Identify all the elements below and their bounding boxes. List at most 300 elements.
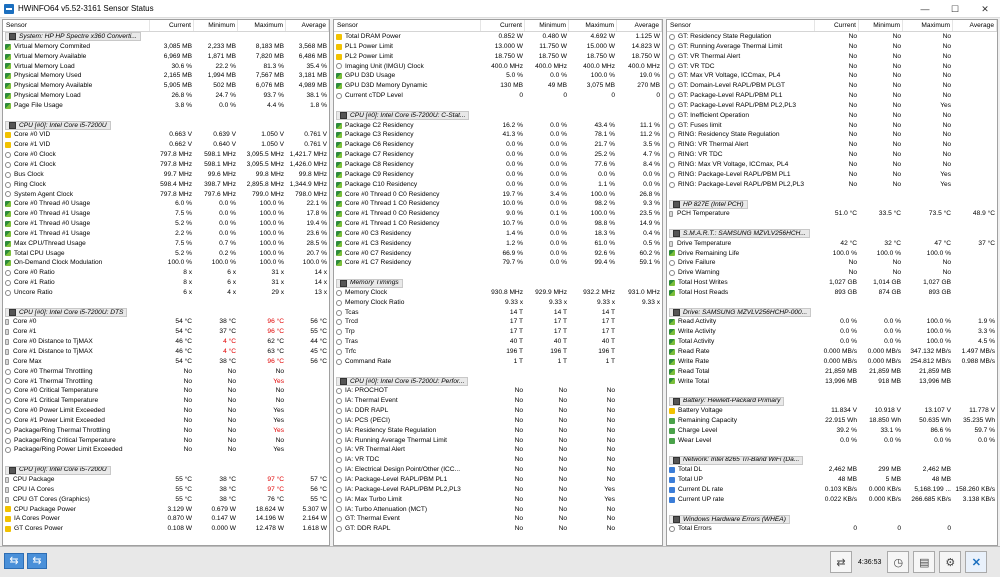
sensor-row[interactable] [334, 406, 662, 416]
header-minimum[interactable]: Minimum [194, 20, 238, 31]
column-header[interactable] [334, 20, 662, 32]
sensor-row[interactable] [667, 317, 997, 327]
value-minimum: 0 [897, 525, 901, 533]
value-minimum: 0.0 % [219, 220, 236, 228]
navigate-left-button[interactable]: ⇆ [4, 553, 24, 569]
minimize-button[interactable]: — [920, 4, 930, 14]
sensor-name: GT: Thermal Event [345, 515, 400, 523]
sensor-row[interactable] [667, 436, 997, 446]
value-maximum: No [942, 33, 951, 40]
sensor-row[interactable] [3, 199, 329, 209]
sensor-name-cell [334, 505, 481, 515]
sensor-row[interactable] [334, 288, 662, 298]
group-title: CPU [#0]: Intel Core i5-7200U: C-Stat... [350, 111, 466, 119]
value-current: 7.5 % [175, 210, 192, 218]
value-maximum: No [942, 111, 951, 119]
group-title: Drive: SAMSUNG MZVLV256HCHP-000... [683, 308, 808, 316]
value-current: No [183, 436, 192, 444]
sensor-name-cell [3, 180, 150, 190]
value-current: 8 x [183, 269, 192, 277]
clock-circle-icon [5, 378, 11, 384]
sensor-row[interactable] [667, 495, 997, 505]
header-maximum[interactable]: Maximum [238, 20, 286, 31]
value-average: 1,426.0 MHz [289, 160, 327, 168]
sensor-row[interactable] [334, 524, 662, 534]
header-current[interactable]: Current [150, 20, 194, 31]
sensor-row[interactable] [667, 71, 997, 81]
sensor-name: CPU Package [13, 475, 55, 483]
value-minimum: 1,014 GB [873, 279, 901, 287]
sensor-group[interactable] [334, 111, 662, 121]
group-label [336, 279, 403, 288]
sensor-row[interactable] [667, 170, 997, 180]
value-minimum: 0.0 % [550, 180, 567, 188]
thermometer-icon [5, 349, 9, 355]
sensor-name: IA: Turbo Attenuation (MCT) [345, 505, 428, 513]
sensor-row[interactable] [334, 396, 662, 406]
sensor-row[interactable] [334, 308, 662, 318]
sensor-row[interactable] [3, 327, 329, 337]
value-average [286, 386, 329, 396]
sensor-row[interactable] [667, 160, 997, 170]
sensor-name: Total Errors [678, 525, 712, 533]
sensor-row[interactable] [667, 406, 997, 416]
sensor-name: Package C10 Residency [345, 180, 418, 188]
sensor-row[interactable] [3, 219, 329, 229]
sensor-row[interactable] [667, 278, 997, 288]
sensor-row[interactable] [334, 455, 662, 465]
sensor-row[interactable] [334, 140, 662, 150]
sensor-row[interactable] [334, 327, 662, 337]
value-current: 9.33 x [505, 298, 523, 306]
sensor-row[interactable] [334, 180, 662, 190]
value-current: No [848, 141, 857, 149]
sensor-name: CPU GT Cores (Graphics) [13, 495, 90, 503]
value-average [617, 475, 662, 485]
value-maximum: 81.3 % [263, 62, 284, 70]
sensor-row[interactable] [334, 170, 662, 180]
sensor-row[interactable] [3, 160, 329, 170]
sensor-row[interactable] [3, 317, 329, 327]
value-maximum: 5,168.199 ... [914, 485, 951, 493]
header-minimum[interactable]: Minimum [525, 20, 569, 31]
sensor-row[interactable] [3, 337, 329, 347]
sensor-row[interactable] [667, 130, 997, 140]
usage-arrow-icon [336, 221, 342, 227]
sensor-group[interactable] [334, 278, 662, 288]
sensor-name: IA: Max Turbo Limit [345, 495, 402, 503]
value-current: 0.662 V [169, 141, 192, 149]
value-maximum: Yes [273, 377, 284, 385]
value-average: 59.1 % [639, 259, 660, 267]
header-minimum[interactable]: Minimum [859, 20, 903, 31]
value-average [953, 130, 997, 140]
settings-icon[interactable]: ⚙ [939, 551, 961, 573]
sensor-row[interactable] [3, 288, 329, 298]
clock-circle-icon [5, 172, 11, 178]
sensor-name-cell [334, 495, 481, 505]
sensor-row[interactable] [667, 121, 997, 131]
sensor-row[interactable] [334, 485, 662, 495]
sensor-row[interactable] [3, 190, 329, 200]
value-minimum: 6 x [227, 269, 236, 277]
close-button[interactable]: ✕ [981, 3, 989, 14]
sensor-row[interactable] [667, 377, 997, 387]
value-minimum: 0.0 % [884, 338, 901, 346]
sensor-row[interactable] [3, 81, 329, 91]
sensor-name-cell [334, 514, 481, 524]
sensor-row[interactable] [334, 445, 662, 455]
chip-icon [673, 201, 680, 208]
sensor-row[interactable] [667, 81, 997, 91]
sensor-group[interactable] [3, 465, 329, 475]
sensor-row[interactable] [667, 485, 997, 495]
sensor-row[interactable] [334, 337, 662, 347]
header-maximum[interactable]: Maximum [569, 20, 617, 31]
sensor-name: Core #1 Thread 1 C0 Residency [345, 220, 440, 228]
sensor-row[interactable] [334, 209, 662, 219]
sensor-row[interactable] [334, 42, 662, 52]
sensor-row[interactable] [667, 150, 997, 160]
sensor-group[interactable] [667, 514, 997, 524]
sensor-row[interactable] [3, 268, 329, 278]
sensor-row[interactable] [334, 347, 662, 357]
sensor-row[interactable] [334, 190, 662, 200]
sensor-row[interactable] [667, 337, 997, 347]
sensor-row[interactable] [667, 327, 997, 337]
sensor-name-cell [667, 239, 815, 249]
value-average: 56 °C [310, 485, 327, 493]
sensor-row[interactable] [334, 91, 662, 101]
sensor-row[interactable] [3, 386, 329, 396]
sensor-name-cell [3, 199, 150, 209]
sensor-pane-2[interactable] [333, 19, 663, 546]
value-maximum: 18.624 W [255, 505, 284, 513]
sensor-row[interactable] [3, 229, 329, 239]
sensor-row[interactable] [667, 52, 997, 62]
sensor-row[interactable] [3, 475, 329, 485]
sensor-name: Trcd [345, 318, 358, 326]
sensor-name-cell [3, 495, 150, 505]
sensor-name-cell [667, 170, 815, 180]
sensor-row[interactable] [3, 505, 329, 515]
sensor-row[interactable] [334, 495, 662, 505]
sensor-name: Virtual Memory Available [14, 52, 87, 60]
sensor-group[interactable] [3, 32, 329, 42]
column-header[interactable] [3, 20, 329, 32]
usage-arrow-icon [669, 280, 675, 286]
sensor-row[interactable] [334, 219, 662, 229]
sensor-name: Trfc [345, 348, 357, 355]
value-minimum: 0.0 % [550, 249, 567, 257]
value-current: No [848, 52, 857, 60]
sensor-row[interactable] [334, 52, 662, 62]
sensor-row[interactable] [3, 209, 329, 219]
sensor-row[interactable] [667, 101, 997, 111]
value-average [286, 426, 329, 436]
sensor-row[interactable] [667, 288, 997, 298]
sensor-row[interactable] [334, 258, 662, 268]
sensor-row[interactable] [3, 357, 329, 367]
sensor-name-cell [334, 52, 481, 62]
value-maximum: 0.0 % [598, 170, 615, 178]
usage-arrow-icon [669, 359, 675, 365]
value-maximum: 73.5 °C [928, 210, 951, 218]
sensor-row[interactable] [667, 62, 997, 72]
sensor-row[interactable] [334, 249, 662, 259]
header-sensor[interactable]: Sensor [334, 20, 481, 31]
sensor-row[interactable] [334, 514, 662, 524]
sensor-row[interactable] [334, 436, 662, 446]
sensor-row[interactable] [3, 426, 329, 436]
elapsed-timer: 4:36:53 [858, 558, 882, 566]
value-average: 0.0 % [643, 180, 660, 188]
sensor-row[interactable] [3, 485, 329, 495]
sensor-name: Max CPU/Thread Usage [14, 239, 86, 247]
value-current: 17 T [509, 318, 523, 326]
sensor-name: IA: Thermal Event [345, 397, 398, 405]
value-average [953, 71, 997, 81]
value-minimum: No [892, 121, 901, 129]
sensor-row[interactable] [334, 150, 662, 160]
header-average[interactable]: Average [617, 20, 662, 31]
sensor-group[interactable] [3, 121, 329, 131]
spacer [3, 455, 329, 465]
sensor-group[interactable] [667, 455, 997, 465]
sensor-row[interactable] [667, 426, 997, 436]
value-average [953, 288, 997, 298]
sensor-row[interactable] [334, 199, 662, 209]
sensor-row[interactable] [3, 130, 329, 140]
sensor-row[interactable] [3, 42, 329, 52]
sensor-group[interactable] [667, 229, 997, 239]
sensor-row[interactable] [3, 150, 329, 160]
sensor-row[interactable] [3, 249, 329, 259]
sensor-row[interactable] [667, 465, 997, 475]
value-minimum: No [558, 495, 567, 503]
sensor-row[interactable] [3, 495, 329, 505]
sensor-row[interactable] [334, 160, 662, 170]
sensor-pane-3[interactable] [666, 19, 998, 546]
sensor-row[interactable] [334, 475, 662, 485]
sensor-name-cell [3, 62, 150, 72]
sensor-row[interactable] [3, 436, 329, 446]
sensor-row[interactable] [334, 357, 662, 367]
sensor-row[interactable] [334, 130, 662, 140]
value-minimum: 0.0 % [550, 151, 567, 159]
value-average: 0.988 MB/s [961, 357, 995, 365]
sensor-row[interactable] [3, 140, 329, 150]
sensor-row[interactable] [334, 298, 662, 308]
header-average[interactable]: Average [286, 20, 329, 31]
sensor-group[interactable] [667, 199, 997, 209]
sensor-name: Virtual Memory Commited [14, 42, 91, 50]
sensor-row[interactable] [334, 317, 662, 327]
clock-circle-icon [5, 182, 11, 188]
value-average: 158.260 KB/s [955, 485, 995, 493]
value-maximum: 77.6 % [594, 160, 615, 168]
sensor-name-cell [334, 71, 481, 81]
value-current: No [183, 426, 192, 434]
sensor-row[interactable] [667, 416, 997, 426]
header-maximum[interactable]: Maximum [903, 20, 953, 31]
sensor-row[interactable] [3, 258, 329, 268]
sensor-row[interactable] [667, 91, 997, 101]
sensor-name: Package C3 Residency [345, 131, 414, 139]
sensor-row[interactable] [3, 514, 329, 524]
value-minimum: No [892, 52, 901, 60]
sensor-row[interactable] [3, 62, 329, 72]
sensor-name-cell [3, 258, 150, 268]
sensor-row[interactable] [334, 416, 662, 426]
sensor-row[interactable] [3, 239, 329, 249]
sensor-row[interactable] [334, 505, 662, 515]
sensor-row[interactable] [667, 111, 997, 121]
sensor-row[interactable] [334, 71, 662, 81]
clock-circle-icon [5, 388, 11, 394]
value-current: No [514, 485, 523, 493]
value-minimum: 100.0 % [876, 249, 901, 257]
value-average [617, 514, 662, 524]
sensor-row[interactable] [3, 416, 329, 426]
sensor-name: Core #1 Distance to TjMAX [13, 348, 93, 355]
sensor-name-cell [334, 465, 481, 475]
sensor-name-cell [3, 514, 150, 524]
value-average [286, 445, 329, 455]
value-current: 0.852 W [498, 33, 523, 40]
value-maximum: 100.0 % [590, 210, 615, 218]
sensor-row[interactable] [667, 32, 997, 42]
sensor-row[interactable] [334, 426, 662, 436]
sensor-name-cell [334, 436, 481, 446]
sensor-group[interactable] [3, 308, 329, 318]
sensor-row[interactable] [334, 81, 662, 91]
sensor-row[interactable] [667, 475, 997, 485]
sensor-name: IA: Package-Level RAPL/PBM PL2,PL3 [345, 485, 461, 493]
value-minimum: 0.639 V [213, 131, 236, 139]
clock-circle-icon [5, 398, 11, 404]
sensor-row[interactable] [667, 258, 997, 268]
voltage-bolt-icon [336, 44, 342, 50]
sensor-row[interactable] [667, 524, 997, 534]
sensor-row[interactable] [334, 62, 662, 72]
value-minimum: No [558, 475, 567, 483]
sensor-row[interactable] [334, 465, 662, 475]
sensor-row[interactable] [3, 101, 329, 111]
report-icon[interactable]: ▤ [913, 551, 935, 573]
sensor-row[interactable] [667, 239, 997, 249]
sensor-name-cell [334, 219, 481, 229]
sensor-row[interactable] [667, 268, 997, 278]
sensor-row[interactable] [667, 357, 997, 367]
sensor-row[interactable] [667, 209, 997, 219]
clock-icon[interactable]: ◷ [887, 551, 909, 573]
clock-circle-icon [336, 487, 342, 493]
sensor-row[interactable] [3, 278, 329, 288]
value-minimum: 5 MB [885, 475, 901, 483]
sensor-row[interactable] [3, 367, 329, 377]
sensor-row[interactable] [3, 347, 329, 357]
sensor-row[interactable] [667, 249, 997, 259]
sensor-group[interactable] [667, 308, 997, 318]
value-current: 0.022 KB/s [824, 495, 857, 503]
clock-circle-icon [5, 369, 11, 375]
spacer [667, 190, 997, 200]
sensor-row[interactable] [3, 170, 329, 180]
sensor-row[interactable] [3, 445, 329, 455]
sensor-name: Core #1 Ratio [14, 279, 55, 287]
header-current[interactable]: Current [815, 20, 859, 31]
sensor-row[interactable] [667, 347, 997, 357]
sensor-row[interactable] [3, 524, 329, 534]
sensor-row[interactable] [3, 406, 329, 416]
clock-circle-icon [669, 162, 675, 168]
sensor-row[interactable] [3, 52, 329, 62]
sensor-row[interactable] [667, 42, 997, 52]
navigate-right-button[interactable]: ⇆ [27, 553, 47, 569]
sensor-name: Package/Ring Thermal Throttling [14, 426, 111, 434]
sensor-row[interactable] [3, 180, 329, 190]
sensor-row[interactable] [334, 32, 662, 42]
value-maximum: 31 x [271, 279, 284, 287]
value-average: 0.0 % [978, 436, 995, 444]
sensor-row[interactable] [667, 140, 997, 150]
value-current: 41.3 % [502, 131, 523, 139]
header-average[interactable]: Average [953, 20, 997, 31]
sensor-row[interactable] [3, 71, 329, 81]
sensor-name-cell [667, 465, 815, 475]
sensor-pane-1[interactable] [2, 19, 330, 546]
maximize-button[interactable]: ☐ [950, 3, 960, 14]
sensor-row[interactable] [3, 396, 329, 406]
sensor-group[interactable] [334, 377, 662, 387]
column-header[interactable] [667, 20, 997, 32]
clock-circle-icon [336, 319, 342, 325]
usage-arrow-icon [5, 211, 11, 217]
sensor-row[interactable] [334, 386, 662, 396]
value-average [286, 377, 329, 387]
chip-icon [9, 467, 16, 474]
usage-arrow-icon [5, 250, 11, 256]
header-sensor[interactable]: Sensor [667, 20, 815, 31]
usage-arrow-icon [5, 260, 11, 266]
value-average [953, 367, 997, 377]
value-maximum: Yes [940, 101, 951, 109]
sensor-row[interactable] [3, 91, 329, 101]
value-maximum: 254.812 MB/s [910, 357, 951, 365]
sensor-row[interactable] [3, 377, 329, 387]
value-average: 18.750 W [631, 52, 660, 60]
sensor-row[interactable] [334, 121, 662, 131]
header-sensor[interactable]: Sensor [3, 20, 150, 31]
value-current: No [183, 416, 192, 424]
header-current[interactable]: Current [481, 20, 525, 31]
sensor-group[interactable] [667, 396, 997, 406]
value-current: 5,905 MB [163, 82, 192, 90]
sensor-row[interactable] [334, 239, 662, 249]
value-average: 99.8 MHz [298, 170, 327, 178]
network-icon[interactable]: ⇄ [830, 551, 852, 573]
sensor-name-cell [667, 377, 815, 387]
sensor-row[interactable] [334, 229, 662, 239]
group-title: HP 827E (Intel PCH) [683, 200, 744, 208]
sensor-row[interactable] [667, 180, 997, 190]
close-icon[interactable]: ✕ [965, 551, 987, 573]
value-current: 930.8 MHz [491, 288, 523, 296]
sensor-row[interactable] [667, 367, 997, 377]
clock-circle-icon [336, 310, 342, 316]
value-maximum: 7,567 MB [255, 72, 284, 80]
